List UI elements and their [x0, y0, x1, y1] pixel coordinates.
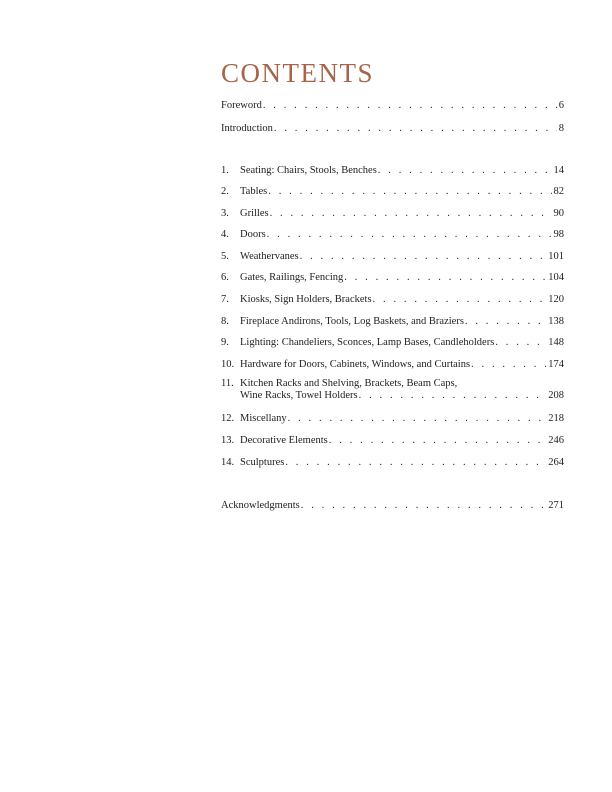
toc-entry-label: Decorative Elements [240, 435, 328, 446]
toc-entry-label: Kitchen Racks and Shelving, Brackets, Beam Caps, [240, 378, 458, 389]
chapter-number: 11. [221, 378, 234, 389]
dot-leader [268, 185, 551, 199]
dot-leader [344, 271, 546, 285]
toc-entry-chapter-11[interactable] [221, 377, 564, 403]
dot-leader [378, 164, 552, 178]
toc-entry-label: Introduction [221, 123, 273, 134]
toc-entry-page: 14 [553, 165, 564, 176]
chapter-number: 1. [221, 165, 229, 176]
chapter-number: 12. [221, 413, 235, 424]
toc-entry-label: Lighting: Chandeliers, Sconces, Lamp Bases, Candleholders [240, 337, 495, 348]
toc-entry-page: 264 [548, 457, 564, 468]
dot-leader [300, 250, 547, 264]
toc-entry-label: Foreword [221, 100, 262, 111]
toc-entry-chapter-12[interactable] [221, 412, 564, 426]
dot-leader [495, 336, 546, 350]
toc-entry-label: Hardware for Doors, Cabinets, Windows, and Curtains [240, 359, 471, 370]
toc-entry-page: 90 [553, 208, 564, 219]
toc-entry-label: Fireplace Andirons, Tools, Log Baskets, and Braziers [240, 316, 464, 327]
chapter-number: 8. [221, 316, 229, 327]
toc-entry-chapter-9[interactable] [221, 336, 564, 350]
toc-entry-label: Sculptures [240, 457, 285, 468]
toc-entry-chapter-4[interactable] [221, 228, 564, 242]
toc-entry-page: 98 [553, 229, 564, 240]
dot-leader [359, 390, 547, 402]
toc-entry-label-continued: Wine Racks, Towel Holders [240, 390, 358, 401]
toc-entry-label: Seating: Chairs, Stools, Benches [240, 165, 377, 176]
toc-entry-chapter-13[interactable] [221, 434, 564, 448]
toc-entry-page: 104 [548, 272, 564, 283]
dot-leader [301, 499, 547, 513]
toc-entry-page: 271 [548, 500, 564, 511]
toc-entry-chapter-1[interactable] [221, 164, 564, 178]
toc-entry-acknowledgments[interactable] [221, 499, 564, 513]
toc-entry-chapter-5[interactable] [221, 250, 564, 264]
chapter-number: 3. [221, 208, 229, 219]
dot-leader [465, 315, 546, 329]
toc-entry-chapter-7[interactable] [221, 293, 564, 307]
toc-entry-foreword[interactable] [221, 99, 564, 113]
dot-leader [373, 293, 547, 307]
toc-entry-page: 8 [558, 123, 564, 134]
chapter-number: 4. [221, 229, 229, 240]
dot-leader [285, 456, 546, 470]
toc-entry-page: 6 [558, 100, 564, 111]
dot-leader [471, 358, 546, 372]
page-title: CONTENTS [221, 58, 374, 88]
toc-entry-page: 174 [548, 359, 564, 370]
toc-entry-page: 101 [548, 251, 564, 262]
dot-leader [329, 434, 546, 448]
toc-entry-page: 208 [548, 390, 564, 401]
dot-leader [288, 412, 547, 426]
chapter-number: 6. [221, 272, 229, 283]
dot-leader [274, 122, 557, 136]
toc-entry-chapter-14[interactable] [221, 456, 564, 470]
toc-entry-label: Weathervanes [240, 251, 299, 262]
chapter-number: 2. [221, 186, 229, 197]
toc-entry-label: Gates, Railings, Fencing [240, 272, 344, 283]
chapter-number: 5. [221, 251, 229, 262]
toc-entry-label: Doors [240, 229, 266, 240]
toc-entry-page: 138 [548, 316, 564, 327]
chapter-number: 13. [221, 435, 235, 446]
toc-entry-label: Tables [240, 186, 268, 197]
chapter-number: 14. [221, 457, 235, 468]
toc-entry-introduction[interactable] [221, 122, 564, 136]
toc-entry-chapter-10[interactable] [221, 358, 564, 372]
dot-leader [270, 207, 552, 221]
chapter-number: 9. [221, 337, 229, 348]
toc-entry-label: Acknowledgments [221, 500, 300, 511]
toc-entry-label: Miscellany [240, 413, 287, 424]
toc-entry-chapter-3[interactable] [221, 207, 564, 221]
toc-entry-chapter-2[interactable] [221, 185, 564, 199]
chapter-number: 7. [221, 294, 229, 305]
toc-entry-page: 218 [548, 413, 564, 424]
toc-entry-page: 246 [548, 435, 564, 446]
toc-entry-page: 82 [553, 186, 564, 197]
toc-entry-chapter-6[interactable] [221, 271, 564, 285]
dot-leader [263, 99, 557, 113]
toc-entry-label: Grilles [240, 208, 269, 219]
toc-entry-page: 120 [548, 294, 564, 305]
toc-entry-page: 148 [548, 337, 564, 348]
toc-entry-label: Kiosks, Sign Holders, Brackets [240, 294, 372, 305]
dot-leader [267, 228, 552, 242]
toc-entry-chapter-8[interactable] [221, 315, 564, 329]
chapter-number: 10. [221, 359, 235, 370]
